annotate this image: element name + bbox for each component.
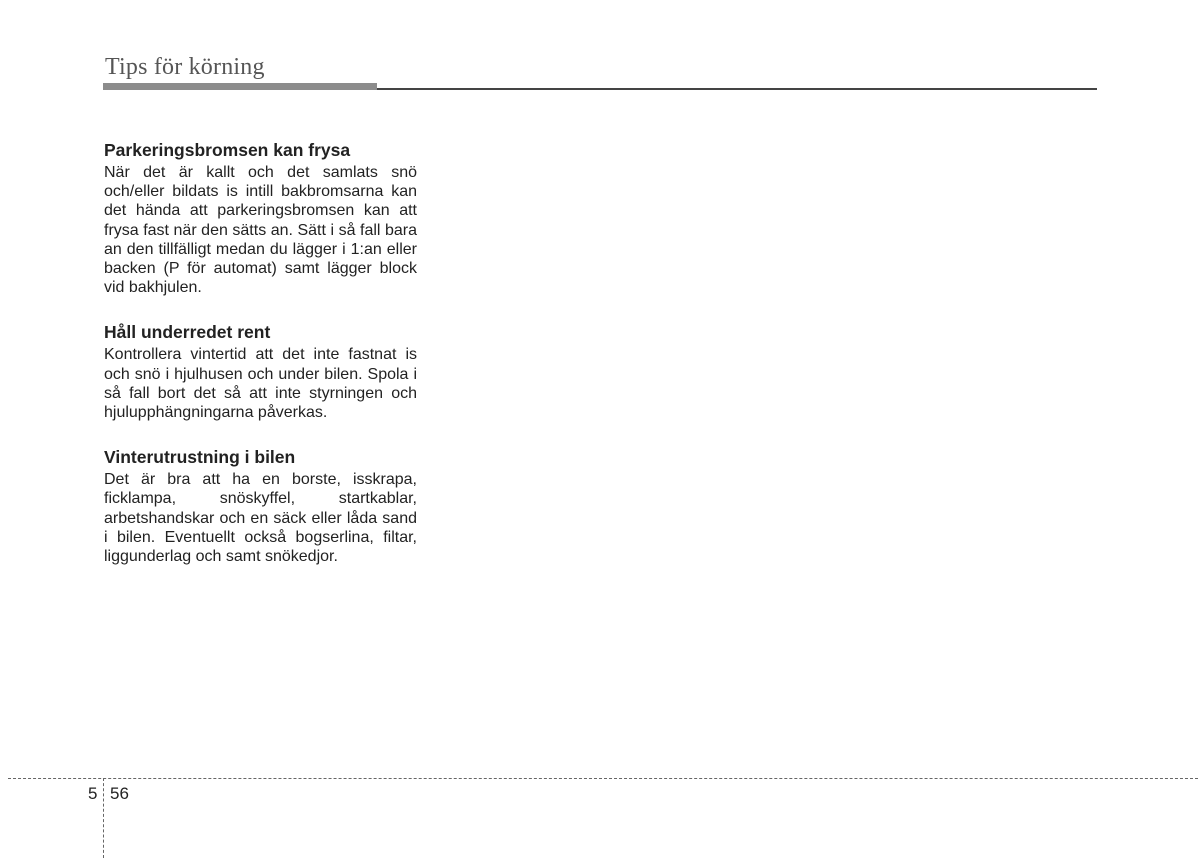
section-body: Kontrollera vintertid att det inte fastnat is och snö i hjulhusen och under bilen. Spola i så fall bort det så att inte styrningen och hjulupphängningarna påverkas. xyxy=(104,346,417,422)
header-rule-thin xyxy=(377,88,1097,90)
section-winter-equipment xyxy=(104,446,417,566)
section-body: Det är bra att ha en borste, isskrapa, ficklampa, snöskyffel, startkablar, arbetshandskar och en säck eller låda sand i bilen. Eventuellt också bogserlina, filtar, liggunderlag och samt snökedjor. xyxy=(104,471,417,566)
footer-divider-vertical xyxy=(103,778,104,858)
chapter-number: 5 xyxy=(88,784,98,803)
section-heading: Vinterutrustning i bilen xyxy=(104,447,296,468)
section-parking-brake xyxy=(104,139,417,297)
page-number: 56 xyxy=(110,784,129,803)
footer-divider-horizontal xyxy=(8,778,1198,779)
section-heading: Parkeringsbromsen kan frysa xyxy=(104,140,351,160)
section-underbody xyxy=(104,321,417,422)
section-heading: Håll underredet rent xyxy=(104,322,271,343)
section-body: När det är kallt och det samlats snö och/eller bildats is intill bakbromsarna kan det hända att parkeringsbromsen kan att frysa fast när den sätts an. Sätt i så fall bara an den tillfälligt medan du lägger i 1:an eller backen (P för automat) samt lägger block vid bakhjulen. xyxy=(104,164,417,297)
header-rule-thick xyxy=(103,83,377,90)
content-column xyxy=(104,139,417,590)
page-header-title: Tips för körning xyxy=(105,54,265,80)
